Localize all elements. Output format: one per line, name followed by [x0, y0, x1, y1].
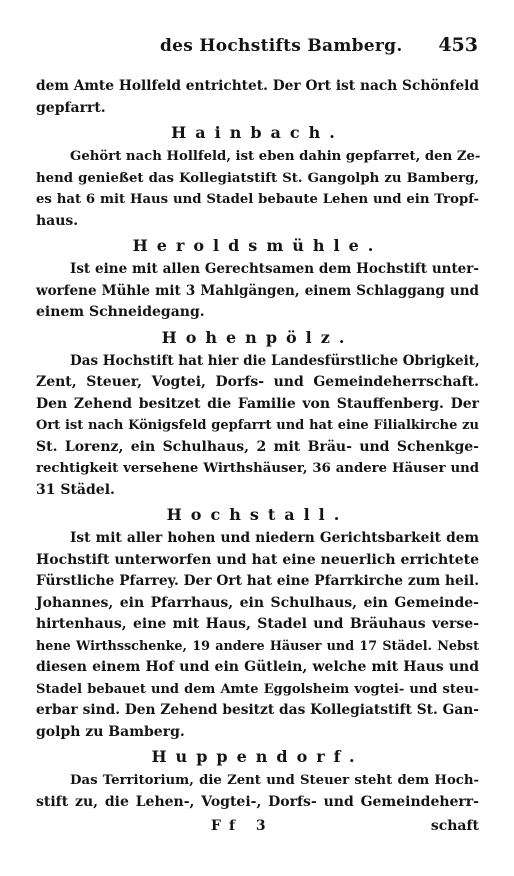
text-line: diesen einem Hof und ein Gütlein, welche mit Haus und: [36, 659, 479, 675]
text-line: Den Zehend besitzet die Familie von Stauffenberg. Der: [36, 395, 479, 412]
text-line: Ort ist nach Königsfeld gepfarrt und hat eine Filialkirche zu: [36, 418, 479, 433]
text-line: Fürstliche Pfarrey. Der Ort hat eine Pfarrkirche zum heil.: [36, 573, 479, 589]
text-line: Ist mit aller hohen und niedern Gerichtsbarkeit dem: [70, 530, 479, 546]
text-line: haus.: [36, 212, 79, 229]
text-line: Johannes, ein Pfarrhaus, ein Schulhaus, ein Gemeinde-: [36, 594, 479, 611]
running-head: des Hochstifts Bamberg.: [160, 36, 403, 56]
text-line: rechtigkeit versehene Wirthshäuser, 36 andere Häuser und: [36, 461, 479, 476]
text-line: golph zu Bamberg.: [36, 723, 185, 740]
text-line: St. Lorenz, ein Schulhaus, 2 mit Bräu- und Schenkge-: [36, 438, 479, 455]
entry-heading-huppendorf: Huppendorf.: [151, 747, 364, 766]
signature-mark: Ff 3: [211, 818, 274, 834]
text-line: 31 Städel.: [36, 481, 115, 498]
page-header: [0, 36, 514, 62]
entry-heading-hohenpoelz: Hohenpölz.: [161, 327, 354, 347]
text-line: worfene Mühle mit 3 Mahlgängen, einem Schlaggang und: [36, 282, 479, 299]
text-line: gepfarrt.: [36, 99, 106, 116]
text-line: dem Amte Hollfeld entrichtet. Der Ort ist nach Schönfeld: [36, 78, 479, 94]
text-line: hene Wirthsschenke, 19 andere Häuser und 17 Städel. Nebst: [36, 638, 479, 654]
entry-heading-hochstall: Hochstall.: [166, 505, 349, 524]
text-line: Das Hochstift hat hier die Landesfürstliche Obrigkeit,: [70, 352, 480, 369]
text-line: es hat 6 mit Haus und Stadel bebaute Lehen und ein Tropf-: [36, 192, 479, 207]
text-line: Ist eine mit allen Gerechtsamen dem Hochstift unter-: [70, 261, 479, 277]
text-line: Das Territorium, die Zent und Steuer steht dem Hoch-: [70, 773, 479, 788]
page-body: [36, 76, 479, 813]
text-line: einem Schneidegang.: [36, 304, 205, 320]
text-line: Stadel bebauet und dem Amte Eggolsheim vogtei- und steu-: [36, 681, 479, 697]
text-line: Hochstift unterworfen und hat eine neuerlich errichtete: [36, 551, 479, 568]
text-line: stift zu, die Lehen-, Vogtei-, Dorfs- und Gemeindeherr-: [36, 793, 479, 810]
page-footer: [36, 818, 479, 842]
page-number: 453: [438, 34, 478, 56]
entry-heading-heroldsmuehle: Heroldsmühle.: [132, 236, 383, 255]
text-line: Zent, Steuer, Vogtei, Dorfs- und Gemeindeherrschaft.: [36, 374, 479, 390]
text-line: erbar sind. Den Zehend besitzt das Kollegiatstift St. Gan-: [36, 702, 479, 718]
catchword: schaft: [430, 818, 479, 834]
text-line: Gehört nach Hollfeld, ist eben dahin gepfarret, den Ze-: [70, 149, 481, 164]
text-line: hend genießet das Kollegiatstift St. Gangolph zu Bamberg,: [36, 170, 479, 186]
text-line: hirtenhaus, eine mit Haus, Stadel und Bräuhaus verse-: [36, 616, 479, 632]
entry-heading-hainbach: Hainbach.: [171, 123, 344, 142]
